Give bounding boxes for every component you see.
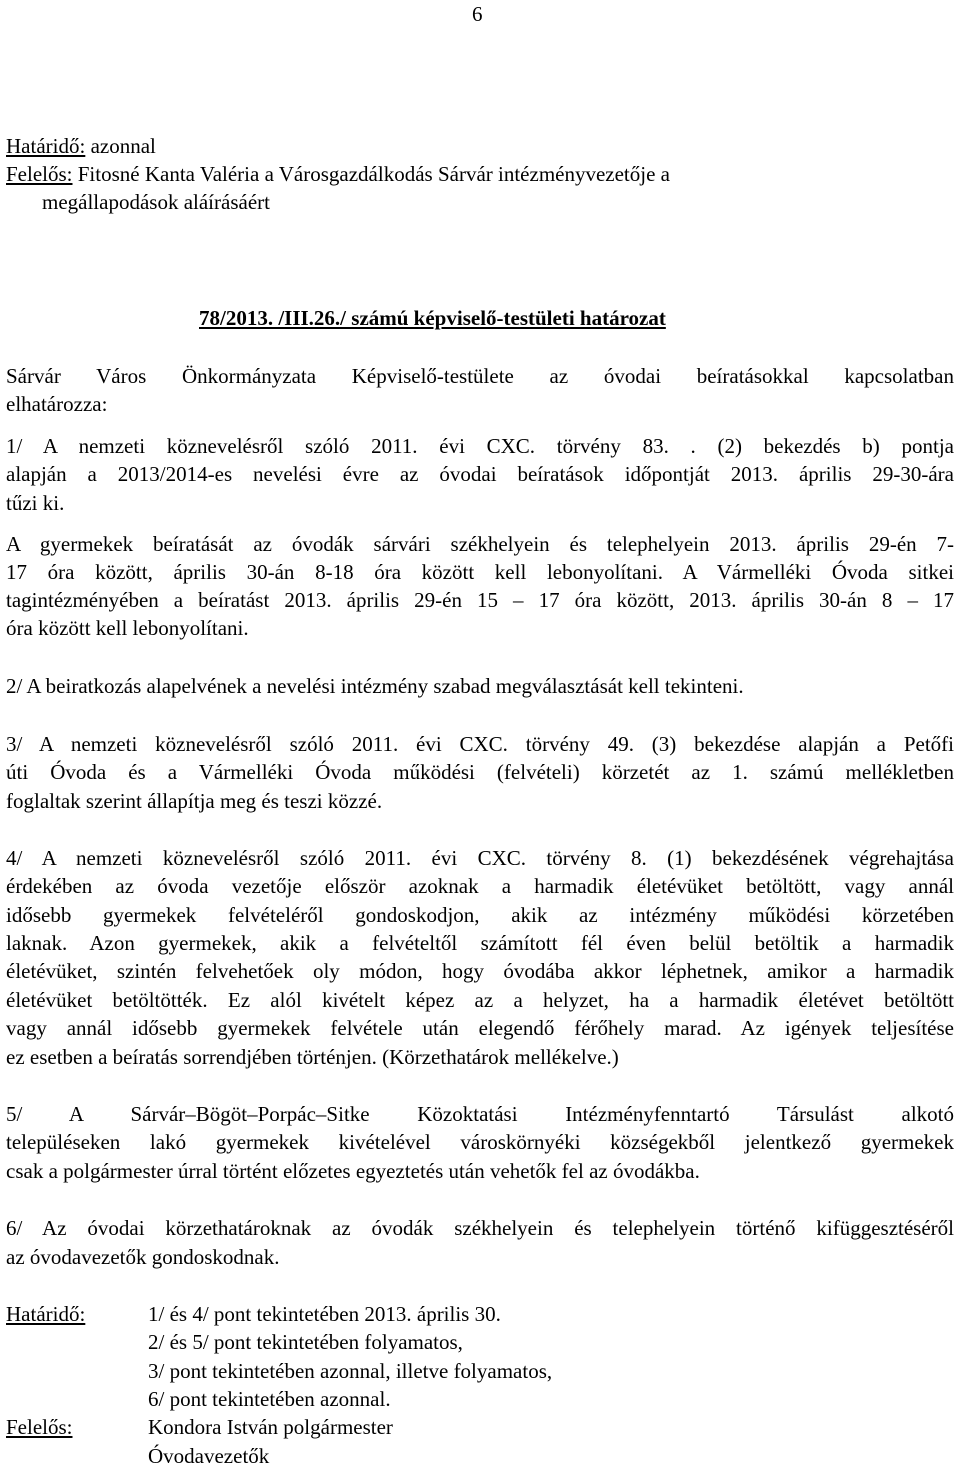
section1b-line-3: tagintézményében a beíratást 2013. április 29-én 15 – 17 óra között, 2013. április 30-án 8 – 17: [6, 588, 954, 612]
section6-line-1: 6/ Az óvodai körzethatároknak az óvodák székhelyein és telephelyein történő kifüggesztéséről: [6, 1216, 954, 1240]
page-number: 6: [472, 2, 483, 26]
footer-deadline-line-2: 2/ és 5/ pont tekintetében folyamatos,: [148, 1330, 463, 1354]
footer-deadline-line-4: 6/ pont tekintetében azonnal.: [148, 1387, 391, 1411]
section4-line-1: 4/ A nemzeti köznevelésről szóló 2011. évi CXC. törvény 8. (1) bekezdésének végrehajtása: [6, 846, 954, 870]
footer-deadline-line-3: 3/ pont tekintetében azonnal, illetve folyamatos,: [148, 1359, 553, 1383]
section1b-line-2: 17 óra között, április 30-án 8-18 óra között kell lebonyolítani. A Vármelléki Óvoda sitkei: [6, 560, 954, 584]
footer-responsible-line-2: Óvodavezetők: [148, 1444, 270, 1468]
footer-responsible-label: Felelős:: [6, 1415, 73, 1439]
section6-line-2: az óvodavezetők gondoskodnak.: [6, 1245, 280, 1269]
responsible-value: Fitosné Kanta Valéria a Városgazdálkodás Sárvár intézményvezetője a: [72, 162, 670, 186]
section4-line-4: laknak. Azon gyermekek, akik a felvételtől számított fél éven belül betöltik a harmadik: [6, 931, 954, 955]
section3-line-3: foglaltak szerint állapítja meg és teszi közzé.: [6, 789, 383, 813]
section1-line-3: tűzi ki.: [6, 491, 65, 515]
deadline-label: Határidő:: [6, 134, 86, 158]
section5-line-2: településeken lakó gyermekek kivételével városkörnyéki községekből jelentkező gyermekek: [6, 1130, 954, 1154]
section1-line-1: 1/ A nemzeti köznevelésről szóló 2011. évi CXC. törvény 83. . (2) bekezdés b) pontja: [6, 434, 954, 458]
section1b-line-4: óra között kell lebonyolítani.: [6, 616, 249, 640]
section1b-line-1: A gyermekek beíratását az óvodák sárvári székhelyein és telephelyein 2013. április 29-én 7-: [6, 532, 954, 556]
intro-line-2: elhatározza:: [6, 392, 108, 416]
footer-responsible-line-1: Kondora István polgármester: [148, 1415, 393, 1439]
section3-line-1: 3/ A nemzeti köznevelésről szóló 2011. évi CXC. törvény 49. (3) bekezdése alapján a Petőfi: [6, 732, 954, 756]
section4-line-8: ez esetben a beíratás sorrendjében történjen. (Körzethatárok mellékelve.): [6, 1045, 619, 1069]
section4-line-5: életévüket, szintén felvehetőek oly módon, hogy óvodába akkor léphetnek, amikor a harmadik: [6, 959, 954, 983]
section5-line-3: csak a polgármester úrral történt előzetes egyeztetés után vehetők fel az óvodákba.: [6, 1159, 700, 1183]
section4-line-6: életévüket betöltötték. Ez alól kivételt képez az a helyzet, ha a harmadik életévet betöltött: [6, 988, 954, 1012]
responsible-line: [6, 162, 670, 187]
responsible-value-continuation: megállapodások aláírásáért: [42, 190, 270, 214]
intro-line-1: Sárvár Város Önkormányzata Képviselő-testülete az óvodai beíratásokkal kapcsolatban: [6, 364, 954, 388]
footer-deadline-line-1: 1/ és 4/ pont tekintetében 2013. április 30.: [148, 1302, 501, 1326]
section4-line-3: idősebb gyermekek felvételéről gondoskodjon, akik az intézmény működési körzetében: [6, 903, 954, 927]
responsible-label: Felelős:: [6, 162, 73, 186]
section4-line-2: érdekében az óvoda vezetője először azoknak a harmadik életévüket betöltött, vagy annál: [6, 874, 954, 898]
deadline-line: [6, 134, 156, 159]
section4-line-7: vagy annál idősebb gyermekek felvétele után elegendő férőhely marad. Az igények teljesítése: [6, 1016, 954, 1040]
section1-line-2: alapján a 2013/2014-es nevelési évre az óvodai beíratások időpontját 2013. április 29-30-ára: [6, 462, 954, 486]
resolution-title: 78/2013. /III.26./ számú képviselő-testületi határozat: [199, 306, 666, 330]
deadline-value: azonnal: [85, 134, 156, 158]
section2-line-1: 2/ A beiratkozás alapelvének a nevelési intézmény szabad megválasztását kell tekinteni.: [6, 674, 744, 698]
footer-deadline-label: Határidő:: [6, 1302, 86, 1326]
section3-line-2: úti Óvoda és a Vármelléki Óvoda működési (felvételi) körzetét az 1. számú mellékletben: [6, 760, 954, 784]
section5-line-1: 5/ A Sárvár–Bögöt–Porpác–Sitke Közoktatási Intézményfenntartó Társulást alkotó: [6, 1102, 954, 1126]
